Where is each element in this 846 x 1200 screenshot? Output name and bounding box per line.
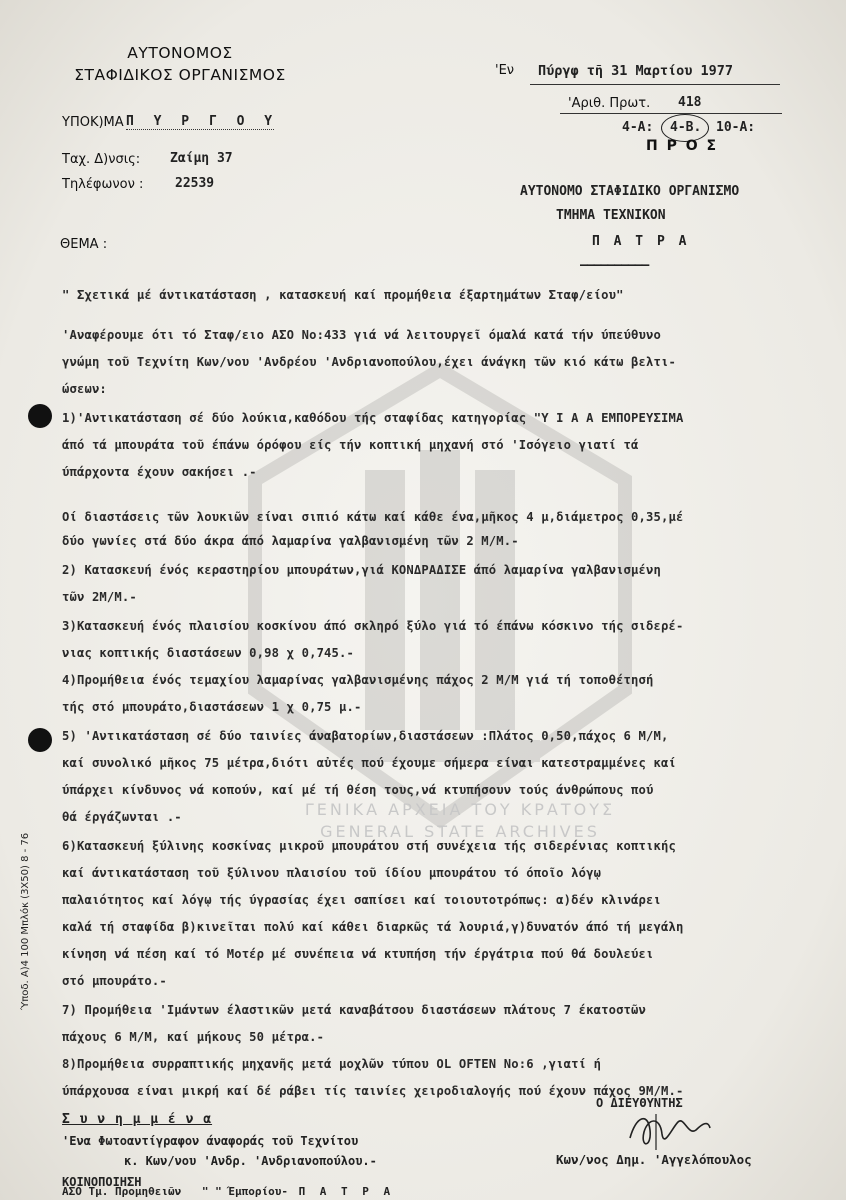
body-line: νιας κοπτικής διαστάσεων 0,98 χ 0,745.- — [62, 646, 355, 660]
recipient-line1: ΑΥΤΟΝΟΜΟ ΣΤΑΦΙΔΙΚΟ ΟΡΓΑΝΙΣΜΟ — [520, 184, 740, 199]
cc-label: ΚΟΙΝΟΠΟΙΗΣΗ — [62, 1175, 142, 1189]
body-line: ύπάρχοντα έχουν σακήσει .- — [62, 465, 257, 479]
body-line: στό μπουράτο.- — [62, 974, 167, 988]
cc-line2-city: Π Α Τ Ρ Α — [298, 1185, 395, 1198]
body-line: 8)Προμήθεια συρραπτικής μηχανῆς μετά μοχλῶν τύπου OL OFTEN Νο:6 ,γιατί ή — [62, 1057, 602, 1071]
code-4a: 4-Α: — [622, 120, 654, 135]
body-line: 3)Κατασκευή ένός πλαισίου κοσκίνου άπό σκληρό ξύλο γιά τό έπάνω κόσκινο τής σιδερέ- — [62, 619, 684, 633]
body-line: κίνηση νά πέση καί τό Μοτέρ μέ συνέπεια νά κτυπήση τήν έργάτρια πού θά δουλεύει — [62, 947, 654, 961]
body-line: καί άντικατάσταση τοῦ ξύλινου πλαισίου τοῦ ίδίου μπουράτου τό όποῖο λόγῳ — [62, 866, 602, 880]
phone-label: Τηλέφωνον : — [62, 177, 144, 192]
subject-text: " Σχετικά μέ άντικατάσταση , κατασκευή καί προμήθεια έξαρτημάτων Σταφ/είου" — [62, 288, 624, 302]
body-line: ώσεων: — [62, 382, 107, 396]
handwritten-signature — [626, 1108, 712, 1154]
protocol-label: 'Αριθ. Πρωτ. — [568, 96, 651, 111]
phone-value: 22539 — [175, 176, 215, 191]
date-underline — [530, 84, 780, 85]
body-line: καλά τή σταφίδα β)κινεῖται πολύ καί κάθει διαρκῶς τά λουριά,γ)δυνατόν άπό τή μεγάλη — [62, 920, 684, 934]
body-line: άπό τά μπουράτα τοῦ έπάνω όρόφου είς τήν κοπτική μηχανή στό 'Ισόγειο γιατί τά — [62, 438, 639, 452]
body-line: 6)Κατασκευή ξύλινης κοσκίνας μικροῦ μπουράτου στή συνέχεια τής σιδερένιας κοπτικής — [62, 839, 676, 853]
branch-value: Π Υ Ρ Γ Ο Υ — [126, 114, 279, 129]
body-line: 4)Προμήθεια ένός τεμαχίου λαμαρίνας γαλβανισμένης πάχος 2 Μ/Μ γιά τή τοποθέτησή — [62, 673, 654, 687]
watermark-text-greek: ΓΕΝΙΚΑ ΑΡΧΕΙΑ ΤΟΥ ΚΡΑΤΟΥΣ — [304, 800, 616, 819]
attachments-line1: 'Ενα Φωτοαντίγραφον άναφοράς τοῦ Τεχνίτου — [62, 1134, 359, 1148]
to-label: Π Ρ Ο Σ — [646, 138, 719, 154]
branch-label: ΥΠΟΚ)ΜΑ — [62, 115, 124, 130]
body-line: 7) Προμήθεια 'Ιμάντων έλαστικῶν μετά καναβάτσου διαστάσεων πλάτους 7 έκατοστῶν — [62, 1003, 647, 1017]
body-line: τής στό μπουράτο,διαστάσεων 1 χ 0,75 μ.- — [62, 700, 362, 714]
body-line: 5) 'Αντικατάσταση σέ δύο ταινίες άναβατορίων,διαστάσεων :Πλάτος 0,50,πάχος 6 Μ/Μ, — [62, 729, 669, 743]
punch-hole-bottom — [28, 728, 52, 752]
protocol-value: 418 — [678, 95, 702, 110]
body-line: παλαιότητος καί λόγῳ τής ύγρασίας έχει σαπίσει καί τοιουτοτρόπως: α)δέν κλινάρει — [62, 893, 661, 907]
place-prefix: 'Εν — [495, 63, 515, 78]
signature-name: Κων/νος Δημ. 'Αγγελόπουλος — [556, 1152, 752, 1167]
place-date: Πύργφ τῆ 31 Μαρτίου 1977 — [538, 63, 734, 79]
body-line: 2) Κατασκευή ένός κεραστηρίου μπουράτων,γιά ΚΟΝΔΡΑΔΙΣΕ άπό λαμαρίνα γαλβανισμένη — [62, 563, 661, 577]
code-4b: 4-Β. — [670, 120, 702, 135]
body-line: 'Αναφέρουμε ότι τό Σταφ/ειο ΑΣΟ Νο:433 γιά νά λειτουργεῖ όμαλά κατά τήν ύπεύθυνο — [62, 328, 661, 342]
attachments-label: Σ υ ν η μ μ έ ν α — [62, 1112, 213, 1127]
body-line: ύπάρχουσα είναι μικρή καί δέ ράβει τίς ταινίες χειροδιαλογής πού έχουν πάχος 9Μ/Μ.- — [62, 1084, 684, 1098]
cc-line2-text: " " Έμπορίου- — [201, 1185, 288, 1198]
body-line: δύο γωνίες στά δύο άκρα άπό λαμαρίνα γαλβανισμένη τῶν 2 Μ/Μ.- — [62, 534, 519, 548]
recipient-line2: ΤΜΗΜΑ ΤΕΧΝΙΚΟΝ — [556, 208, 666, 223]
code-10a: 10-Α: — [716, 120, 756, 135]
body-line: καί συνολικό μῆκος 75 μέτρα,διότι αὐτές πού έχουμε σήμερα είναι κατεστραμμένες καί — [62, 756, 676, 770]
org-name-line1: ΑΥΤΟΝΟΜΟΣ — [127, 44, 233, 62]
body-line: γνώμη τοῦ Τεχνίτη Κων/νου 'Ανδρέου 'Ανδριανοπούλου,έχει άνάγκη τῶν κιό κάτω βελτι- — [62, 355, 676, 369]
body-line: τῶν 2Μ/Μ.- — [62, 590, 137, 604]
signature-title: Ο ΔΙΕΥΘΥΝΤΗΣ — [596, 1096, 683, 1110]
form-margin-note: Ύποδ. Α)4 100 Μπλόκ (3Χ50) 8 - 76 — [20, 832, 31, 1010]
recipient-line3: Π Α Τ Ρ Α — [592, 234, 690, 249]
attachments-line2: κ. Κων/νου 'Ανδρ. 'Ανδριανοπούλου.- — [124, 1154, 377, 1168]
body-line: Οί διαστάσεις τῶν λουκιῶν είναι σιπιό κάτω καί κάθε ένα,μῆκος 4 μ,διάμετρος 0,35,μέ — [62, 510, 684, 524]
body-line: πάχους 6 Μ/Μ, καί μήκους 50 μέτρα.- — [62, 1030, 325, 1044]
body-line: 1)'Αντικατάσταση σέ δύο λούκια,καθόδου τής σταφίδας κατηγορίας "Υ Ι Α Α ΕΜΠΟΡΕΥΣΙΜΑ — [62, 411, 684, 425]
recipient-dash-rule: —————————— — [580, 258, 649, 273]
protocol-underline — [560, 113, 782, 114]
subject-label: ΘΕΜΑ : — [60, 237, 108, 252]
org-name-line2: ΣΤΑΦΙΔΙΚΟΣ ΟΡΓΑΝΙΣΜΟΣ — [74, 66, 286, 84]
body-line: ύπάρχει κίνδυνος νά κοπούν, καί μέ τή θέση τους,νά κτυπήσουν τούς άνθρώπους πού — [62, 783, 654, 797]
punch-hole-top — [28, 404, 52, 428]
watermark-text-english: GENERAL STATE ARCHIVES — [320, 822, 600, 841]
address-label: Ταχ. Δ)νσις: — [62, 152, 141, 167]
address-value: Ζαίμη 37 — [170, 151, 233, 166]
cc-line1 — [62, 1185, 394, 1198]
body-line: θά έργάζωνται .- — [62, 810, 182, 824]
cc-line1-text: ΑΣΟ Τμ. Προμηθειῶν — [62, 1185, 182, 1198]
